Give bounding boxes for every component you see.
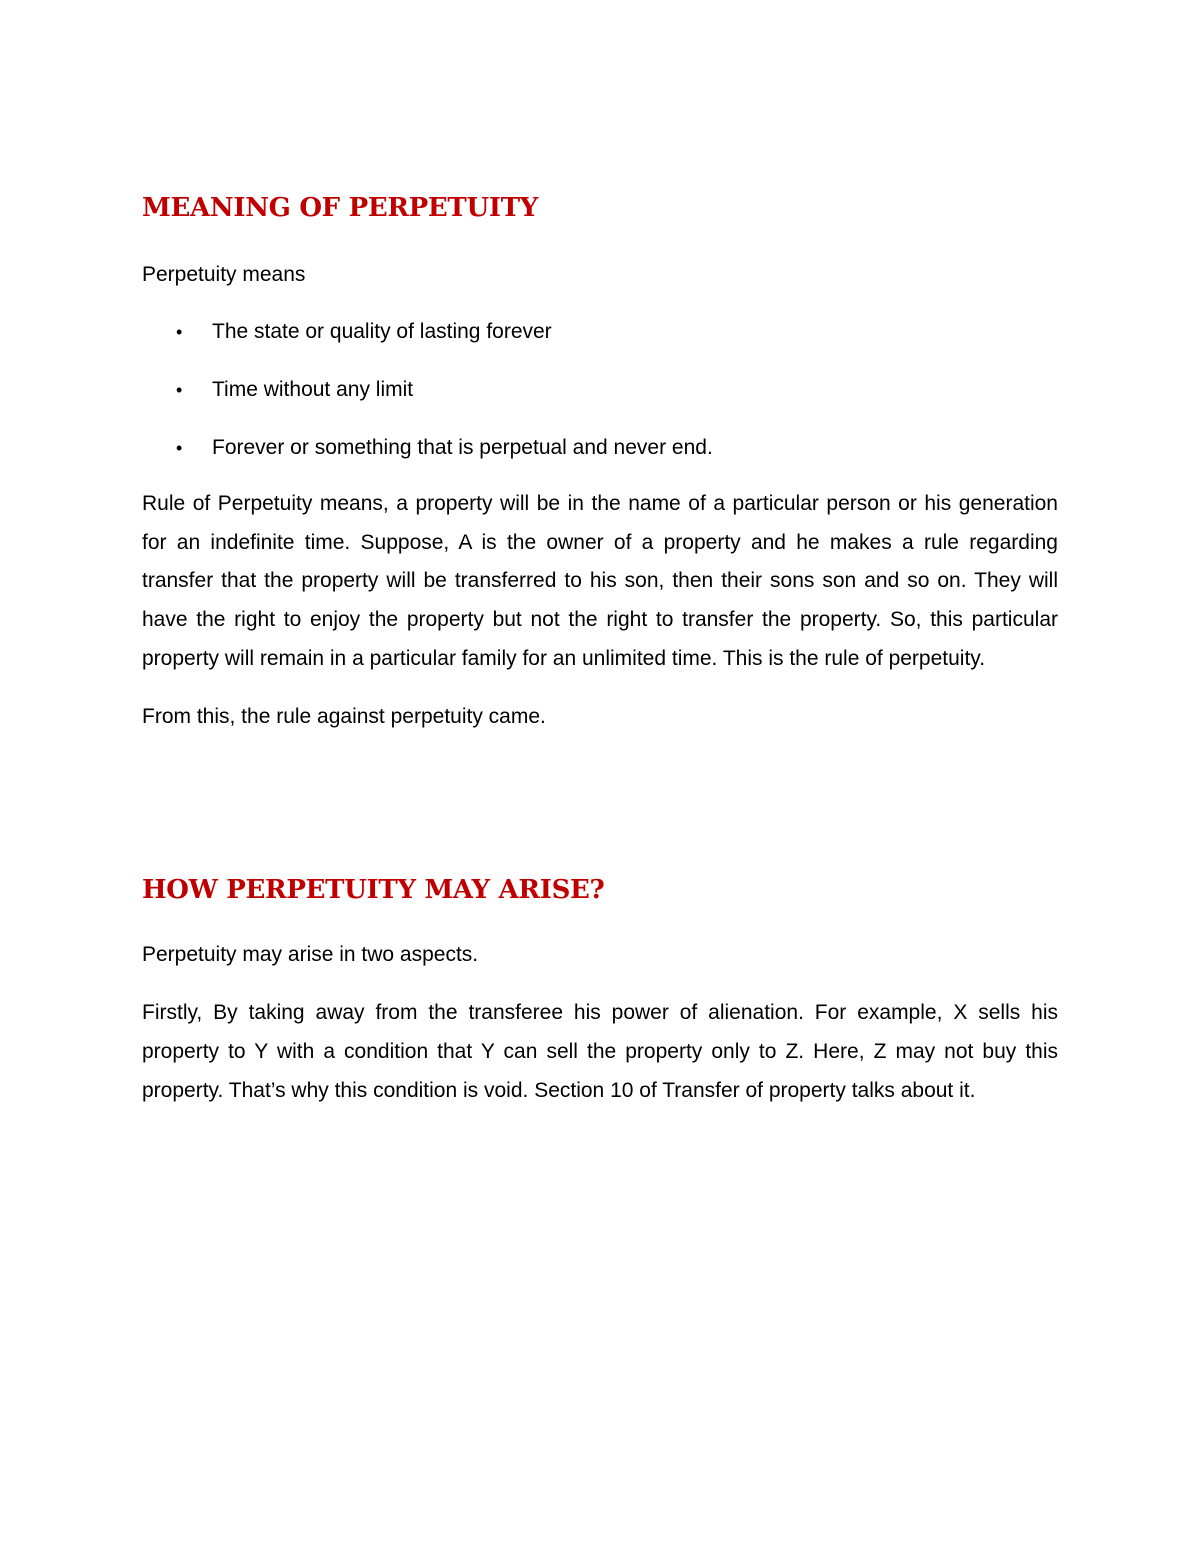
- arise-intro-paragraph: Perpetuity may arise in two aspects.: [142, 942, 479, 966]
- list-item: [142, 429, 1058, 468]
- heading-how-perpetuity-may-arise: HOW PERPETUITY MAY ARISE?: [142, 874, 605, 905]
- bullet-icon: •: [176, 437, 183, 458]
- perpetuity-means-intro: Perpetuity means: [142, 263, 306, 286]
- document-content: [142, 188, 1058, 1110]
- bullet-icon: •: [176, 321, 183, 342]
- list-item-text: The state or quality of lasting forever: [212, 319, 552, 343]
- list-item-text: Forever or something that is perpetual and never end.: [212, 435, 713, 459]
- list-item: [142, 371, 1058, 410]
- list-item: [142, 313, 1058, 352]
- perpetuity-definition-list: [142, 313, 1058, 468]
- heading-meaning-of-perpetuity: MEANING OF PERPETUITY: [142, 193, 539, 223]
- bullet-icon: •: [176, 379, 183, 400]
- closing-paragraph: From this, the rule against perpetuity came.: [142, 705, 546, 729]
- firstly-paragraph: Firstly, By taking away from the transferee his power of alienation. For example, X sells his property to Y with a condition that Y can sell the property only to Z. Here, Z may not buy this property. That’s why this condition is void. Section 10 of Transfer of property talks about it.: [142, 1001, 1058, 1102]
- rule-of-perpetuity-paragraph: Rule of Perpetuity means, a property will be in the name of a particular person or his generation for an indefinite time. Suppose, A is the owner of a property and he makes a rule regarding transfer that the property will be transferred to his son, then their sons son and so on. They will have the right to enjoy the property but not the right to transfer the property. So, this particular property will remain in a particular family for an unlimited time. This is the rule of perpetuity.: [142, 492, 1058, 670]
- list-item-text: Time without any limit: [212, 377, 414, 401]
